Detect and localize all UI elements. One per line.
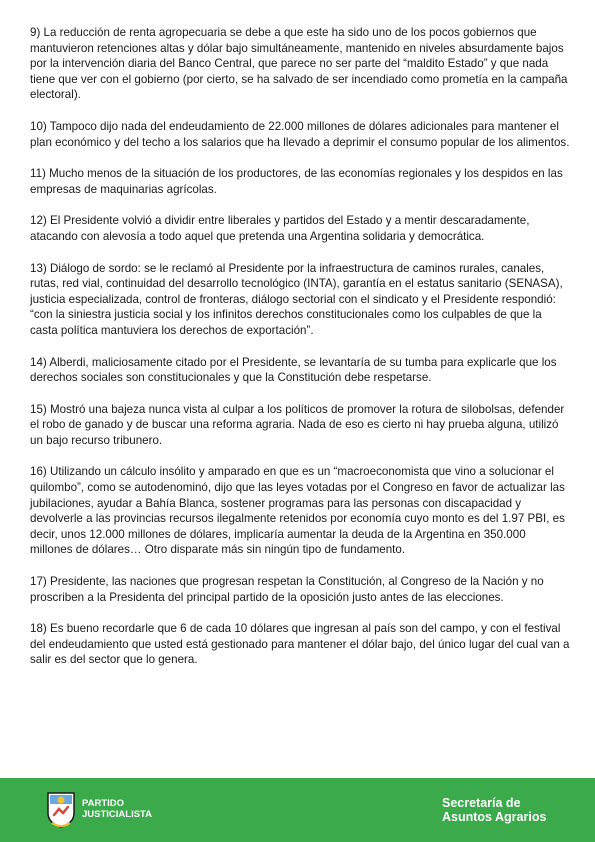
paragraph-18: 18) Es bueno recordarle que 6 de cada 10 dólares que ingresan al país son del campo, y con el festival del endeudamiento que usted está gestionado para mantener el dólar bajo, del único lugar del cual van a salir es del sector que lo genera. — [30, 622, 570, 667]
paragraph-14: 14) Alberdi, maliciosamente citado por el Presidente, se levantaría de su tumba para explicarle que los derechos sociales son constitucionales y que la Constitución debe respetarse. — [30, 355, 557, 385]
party-line-2: JUSTICIALISTA — [82, 809, 153, 820]
paragraph-10: 10) Tampoco dijo nada del endeudamiento de 22.000 millones de dólares adicionales para mantener el plan económico y del techo a los salarios que ha llevado a deprimir el consumo popular de los alimentos. — [30, 119, 570, 149]
party-name — [82, 798, 152, 820]
paragraph-13: 13) Diálogo de sordo: se le reclamó al Presidente por la infraestructura de caminos rurales, canales, rutas, red vial, continuidad del desarrollo tecnológico (INTA), garantía en el estatus sanitario (SENASA), justicia especializada, control de fronteras, diálogo sectorial con el sindicato y el Presidente respondió: “con la siniestra justicia social y los infinitos derechos constitucionales como los culpables de que la casta política mantuviera los derechos de exportación”. — [30, 261, 563, 337]
secretaria-line-1: Secretaría de — [442, 796, 521, 810]
paragraph-15: 15) Mostró una bajeza nunca vista al culpar a los políticos de promover la rotura de silobolsas, defender el robo de ganado y de buscar una reforma agraria. Nada de eso es cierto ni hay prueba alguna, utilizó un bajo recurso tribunero. — [30, 402, 565, 447]
footer-bar — [0, 778, 595, 842]
paragraph-17: 17) Presidente, las naciones que progresan respetan la Constitución, al Congreso de la Nación y no proscriben a la Presidenta del principal partido de la oposición justo antes de las elecciones. — [30, 575, 544, 604]
justicialista-shield-icon — [46, 791, 76, 829]
secretaria-name — [442, 796, 546, 824]
paragraph-9: 9) La reducción de renta agropecuaria se debe a que este ha sido uno de los pocos gobiernos que mantuvieron retenciones altas y dólar bajo simultáneamente, mantenido en niveles absurdamente bajos por la intervención diaria del Banco Central, que parece no ser parte del “maldito Estado” y que nada tiene que ver con el gobierno (por cierto, se ha salvado de ser incendiado como prometía en la campaña electoral). — [30, 26, 568, 102]
paragraph-12: 12) El Presidente volvió a dividir entre liberales y partidos del Estado y a mentir descaradamente, atacando con alevosía a todo aquel que pretenda una Argentina solidaria y democrática. — [30, 214, 530, 243]
paragraph-16: 16) Utilizando un cálculo insólito y amparado en que es un “macroeconomista que vino a solucionar el quilombo”, como se autodenominó, dijo que las leyes votadas por el Congreso en favor de actualizar las jubilaciones, ayudar a Bahía Blanca, sostener programas para las personas con discapacidad y devolverle a las provincias recursos ilegalmente retenidos por economía cuyo monto es del 1.97 PBI, es decir, unos 12.000 millones de dólares, implicaría aumentar la deuda de la Argentina en 350.000 millones de dólares… Otro disparate más sin ningún tipo de fundamento. — [30, 465, 565, 557]
secretaria-line-2: Asuntos Agrarios — [442, 810, 547, 824]
party-line-1: PARTIDO — [82, 798, 125, 809]
document-body — [30, 25, 570, 684]
paragraph-11: 11) Mucho menos de la situación de los productores, de las economías regionales y los despidos en las empresas de maquinarias agrícolas. — [30, 167, 563, 196]
